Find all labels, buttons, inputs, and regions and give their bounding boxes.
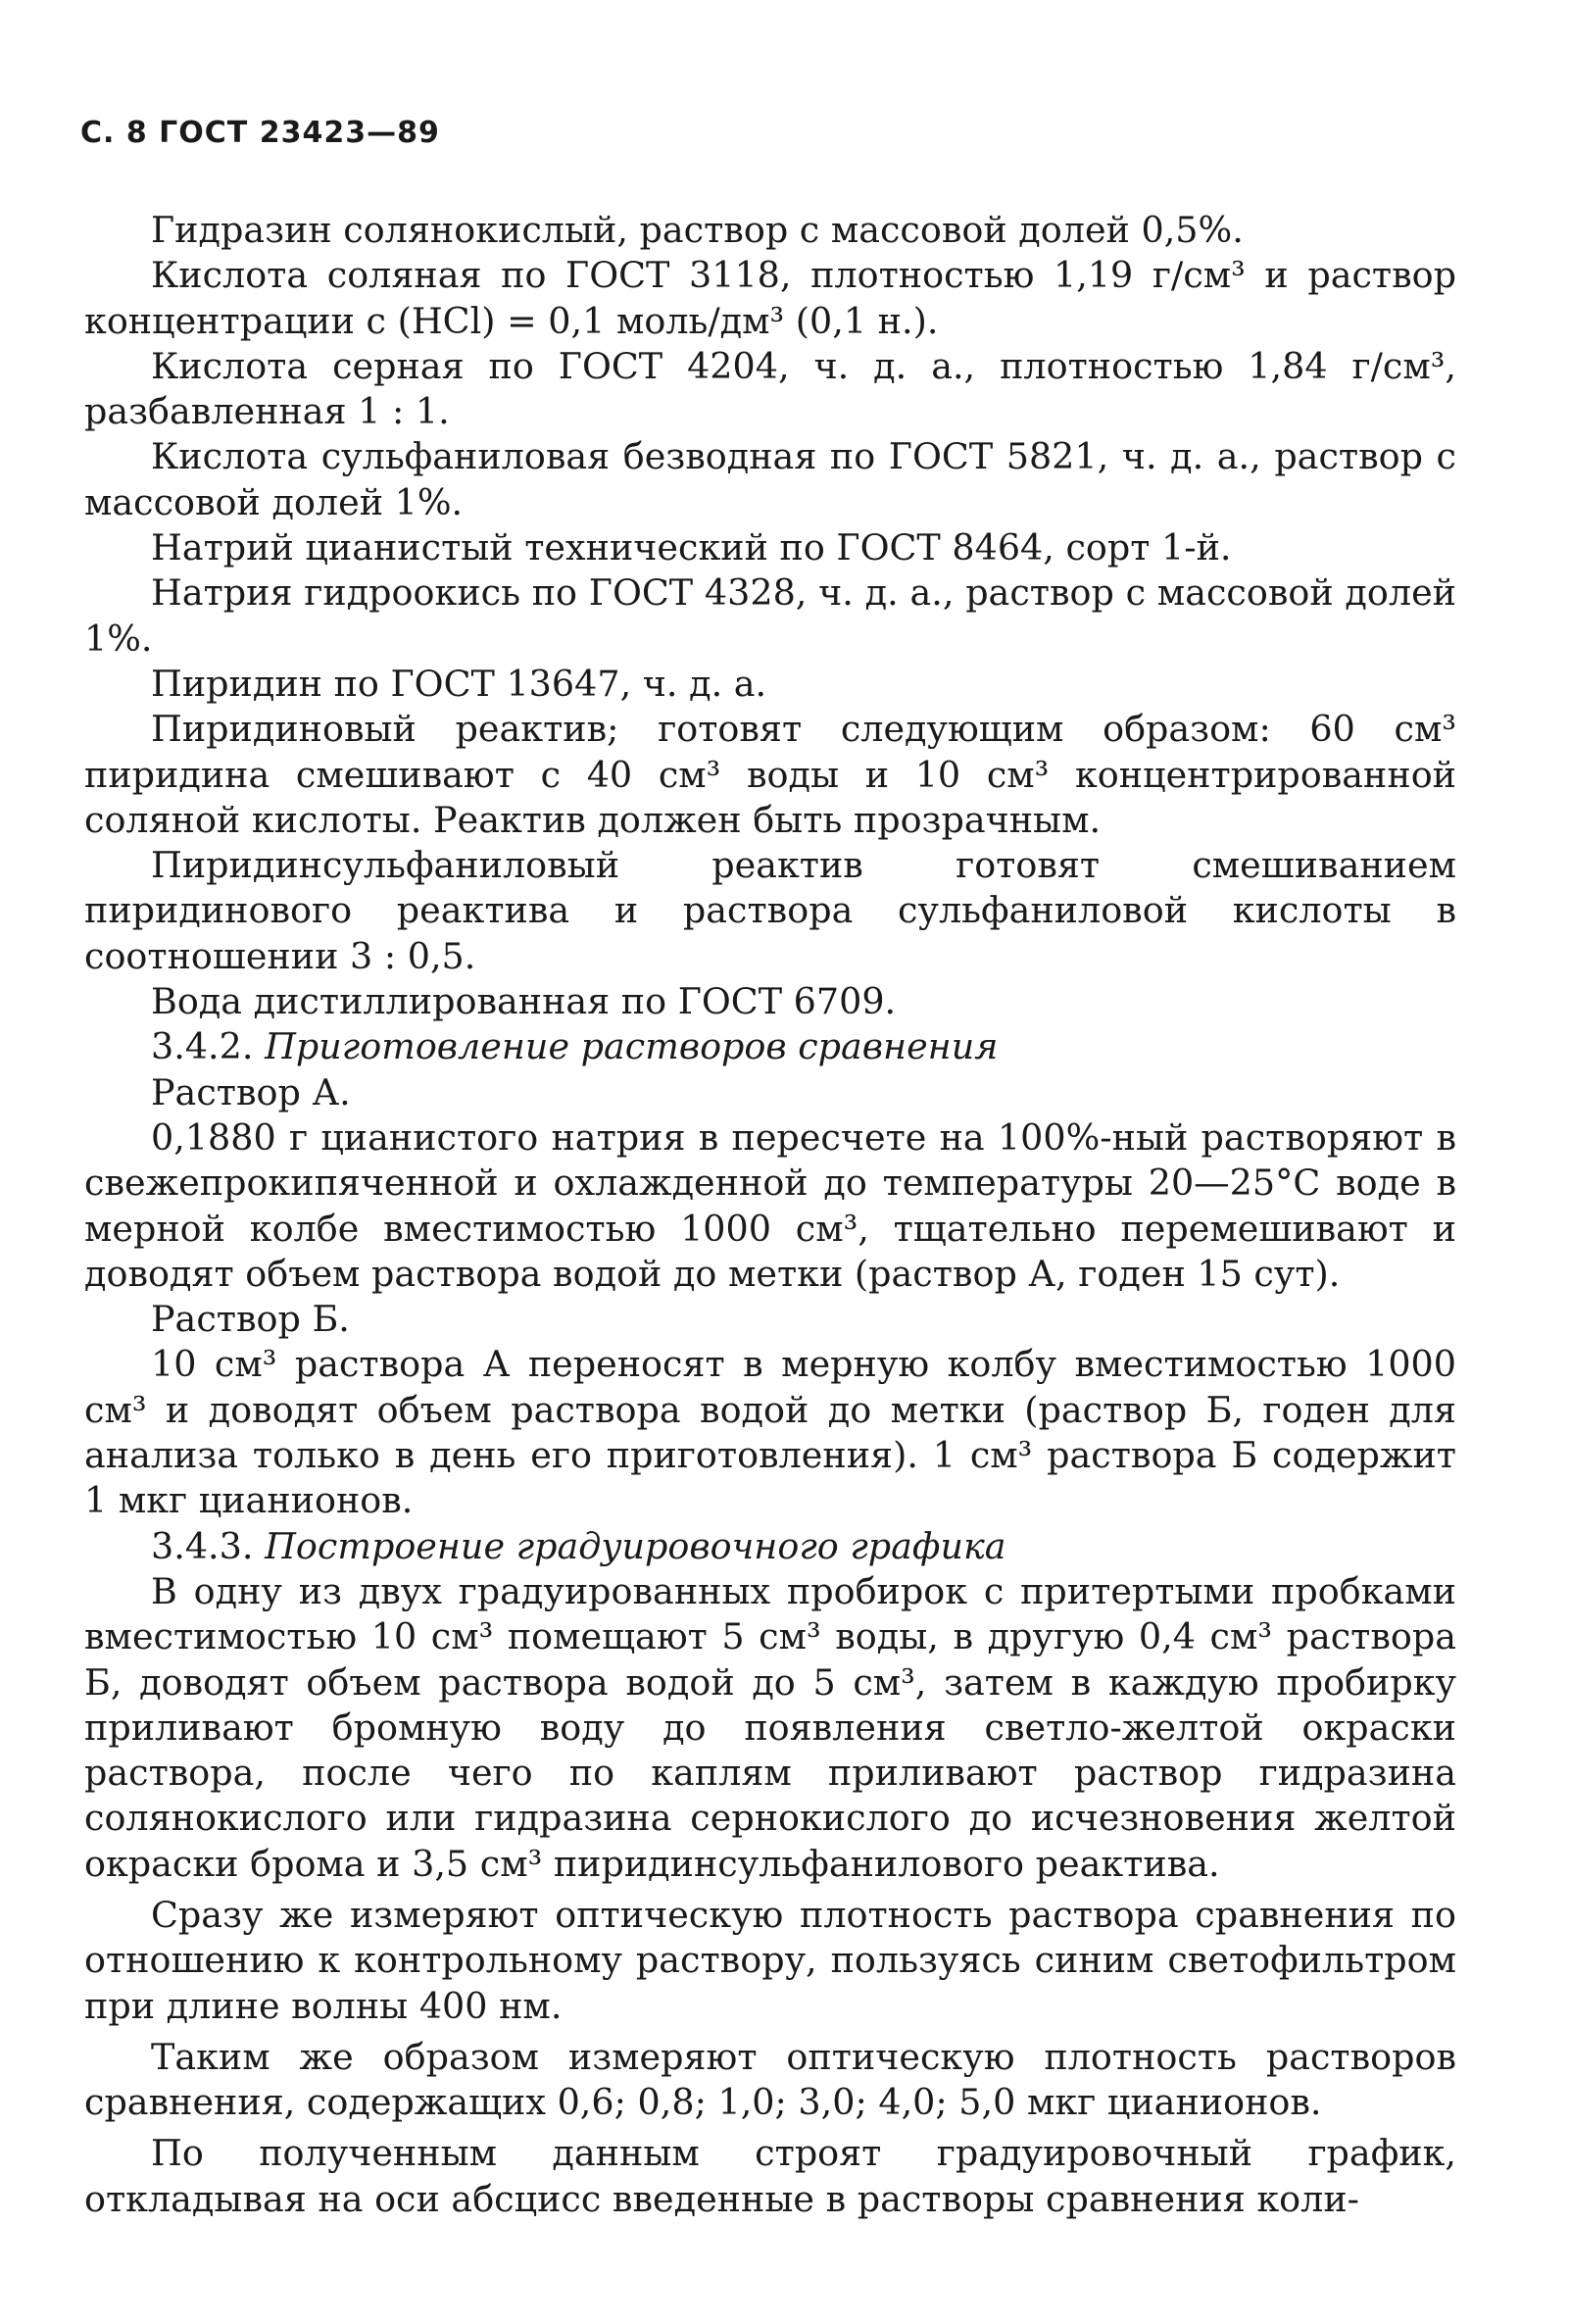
solution-b-text: 10 см³ раствора А переносят в мерную колбу вместимостью 1000 см³ и доводят объем раствора водой до метки (раствор Б, годен для анализа только в день его приготовления). 1 см³ раствора Б содержит 1 мкг цианионов. bbox=[84, 1343, 1456, 1522]
section-3-4-2-heading bbox=[84, 1024, 1456, 1069]
calibration-additional-solutions: Таким же образом измеряют оптическую плотность растворов сравнения, содержащих 0,6; 0,8; 1,0; 3,0; 4,0; 5,0 мкг цианионов. bbox=[84, 2035, 1456, 2124]
solution-b-label: Раствор Б. bbox=[151, 1298, 350, 1341]
calibration-measurement: Сразу же измеряют оптическую плотность раствора сравнения по отношению к контрольному раствору, пользуясь синим светофильтром при длине волны 400 нм. bbox=[84, 1893, 1456, 2027]
calibration-graph: По полученным данным строят градуировочный график, откладывая на оси абсцисс введенные в растворы сравнения коли- bbox=[84, 2132, 1456, 2220]
page-header: С. 8 ГОСТ 23423—89 bbox=[80, 116, 440, 150]
reagent-sodium-cyanide: Натрий цианистый технический по ГОСТ 8464, сорт 1-й. bbox=[151, 526, 1232, 569]
reagent-pyridine: Пиридин по ГОСТ 13647, ч. д. а. bbox=[151, 662, 767, 705]
section-3-4-3-title: Построение градуировочного графика bbox=[265, 1524, 1006, 1567]
reagent-hydrazine: Гидразин солянокислый, раствор с массовой долей 0,5%. bbox=[151, 209, 1244, 251]
reagent-pyridine-reactive: Пиридиновый реактив; готовят следующим образом: 60 см³ пиридина смешивают с 40 см³ воды и 10 см³ концентрированной соляной кислоты. Реактив должен быть прозрачным. bbox=[84, 708, 1456, 841]
document-body bbox=[84, 208, 1456, 2222]
calibration-procedure: В одну из двух градуированных пробирок с притертыми пробками вместимостью 10 см³ помещают 5 см³ воды, в другую 0,4 см³ раствора Б, доводят объем раствора водой до 5 см³, затем в каждую пробирку приливают бромную воду до появления светло-желтой окраски раствора, после чего по каплям приливают раствор гидразина солянокислого или гидразина сернокислого до исчезновения желтой окраски брома и 3,5 см³ пиридинсульфанилового реактива. bbox=[84, 1569, 1456, 1885]
reagent-distilled-water: Вода дистиллированная по ГОСТ 6709. bbox=[151, 980, 897, 1023]
section-3-4-3-number: 3.4.3. bbox=[151, 1524, 254, 1567]
solution-a-text: 0,1880 г цианистого натрия в пересчете на 100%-ный растворяют в свежепрокипяченной и охлажденной до температуры 20—25°С воде в мерной колбе вместимостью 1000 см³, тщательно перемешивают и доводят объем раствора водой до метки (раствор А, годен 15 сут). bbox=[84, 1115, 1456, 1295]
reagent-hydrochloric-acid: Кислота соляная по ГОСТ 3118, плотностью 1,19 г/см³ и раствор концентрации c (HCl) = 0,1 моль/дм³ (0,1 н.). bbox=[84, 254, 1456, 342]
section-3-4-3-heading bbox=[84, 1524, 1456, 1569]
reagent-sulfanilic-acid: Кислота сульфаниловая безводная по ГОСТ 5821, ч. д. а., раствор с массовой долей 1%. bbox=[84, 435, 1456, 523]
reagent-sodium-hydroxide: Натрия гидроокись по ГОСТ 4328, ч. д. а., раствор с массовой долей 1%. bbox=[84, 571, 1456, 660]
reagent-sulfuric-acid: Кислота серная по ГОСТ 4204, ч. д. а., плотностью 1,84 г/см³, разбавленная 1 : 1. bbox=[84, 344, 1456, 433]
solution-a-label: Раствор А. bbox=[151, 1070, 351, 1113]
reagent-pyridine-sulfanil: Пиридинсульфаниловый реактив готовят смешиванием пиридинового реактива и раствора сульфаниловой кислоты в соотношении 3 : 0,5. bbox=[84, 844, 1456, 977]
section-3-4-2-number: 3.4.2. bbox=[151, 1025, 254, 1068]
section-3-4-2-title: Приготовление растворов сравнения bbox=[265, 1025, 999, 1068]
